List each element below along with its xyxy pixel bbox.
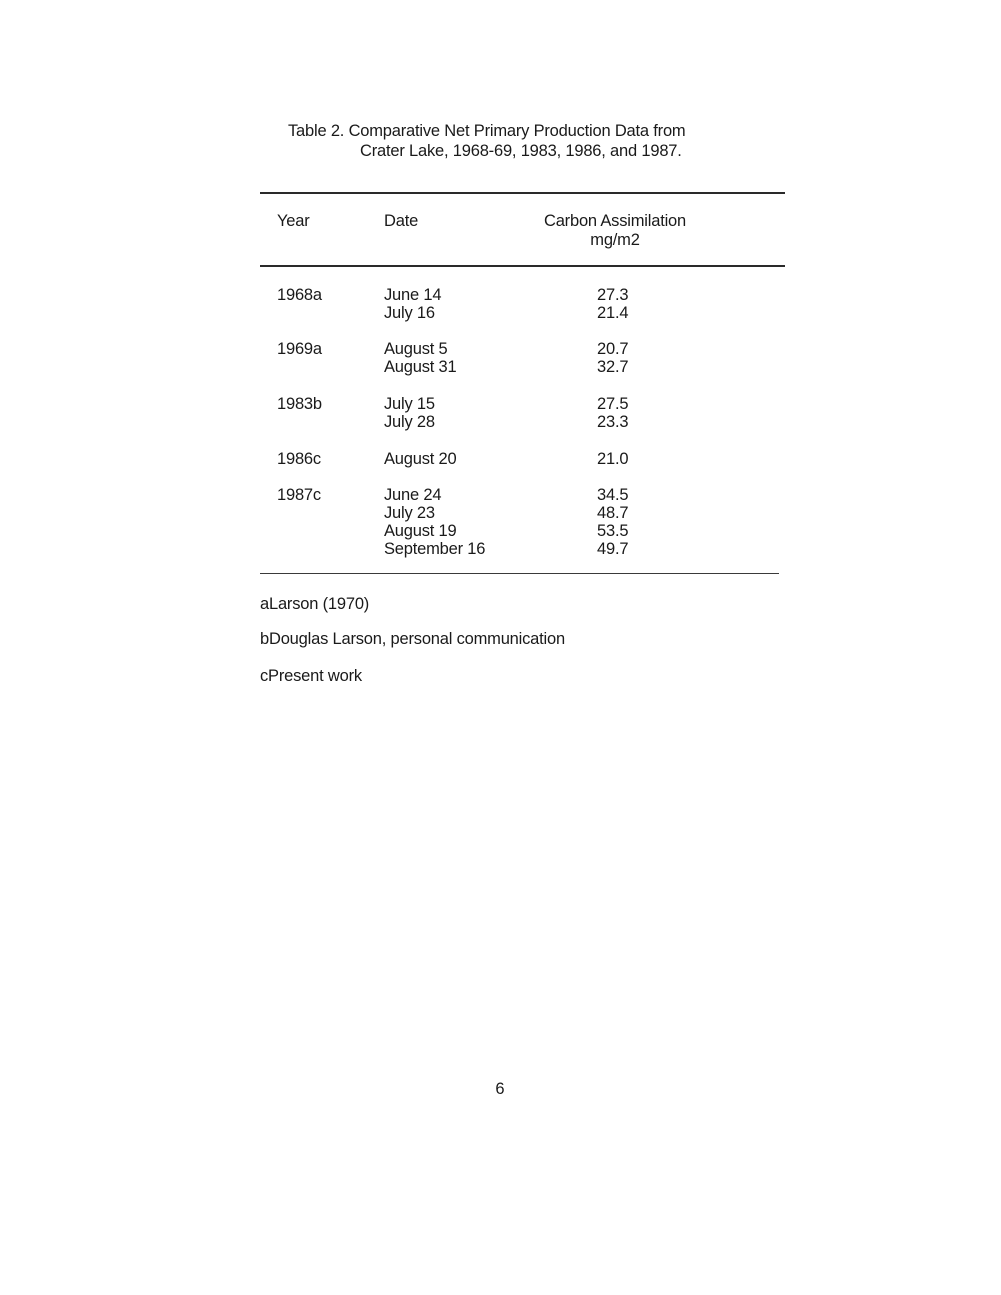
row-year: 1986c bbox=[277, 450, 321, 468]
row-value: 21.4 bbox=[597, 304, 629, 322]
row-date: August 19 bbox=[384, 522, 457, 540]
footnote-a: aLarson (1970) bbox=[260, 595, 370, 613]
row-value: 27.3 bbox=[597, 286, 629, 304]
header-year: Year bbox=[277, 212, 310, 230]
row-date: August 5 bbox=[384, 340, 448, 358]
table-caption bbox=[260, 121, 760, 161]
row-dates bbox=[384, 486, 485, 558]
row-year: 1983b bbox=[277, 395, 322, 413]
row-dates bbox=[384, 450, 457, 468]
row-date: August 31 bbox=[384, 358, 457, 376]
header-carbon-unit: mg/m2 bbox=[590, 231, 640, 249]
row-value: 32.7 bbox=[597, 358, 629, 376]
row-value: 48.7 bbox=[597, 504, 629, 522]
row-date: July 15 bbox=[384, 395, 435, 413]
row-date: June 14 bbox=[384, 286, 442, 304]
footnote-b: bDouglas Larson, personal communication bbox=[260, 630, 565, 648]
row-date: July 16 bbox=[384, 304, 435, 322]
row-values bbox=[597, 486, 628, 558]
row-year: 1968a bbox=[277, 286, 322, 304]
row-value: 53.5 bbox=[597, 522, 629, 540]
row-values bbox=[597, 340, 628, 376]
row-value: 20.7 bbox=[597, 340, 629, 358]
caption-line-2: Crater Lake, 1968-69, 1983, 1986, and 1987. bbox=[360, 142, 682, 160]
row-values bbox=[597, 395, 628, 431]
row-year: 1969a bbox=[277, 340, 322, 358]
row-value: 49.7 bbox=[597, 540, 629, 558]
row-value: 23.3 bbox=[597, 413, 629, 431]
row-date: July 28 bbox=[384, 413, 435, 431]
row-year: 1987c bbox=[277, 486, 321, 504]
row-dates bbox=[384, 395, 435, 431]
header-carbon-label: Carbon Assimilation bbox=[543, 212, 687, 230]
header-carbon-assimilation bbox=[515, 212, 715, 250]
caption-line-1: Table 2. Comparative Net Primary Production Data from bbox=[288, 122, 686, 140]
page-number: 6 bbox=[495, 1080, 505, 1098]
row-date: July 23 bbox=[384, 504, 435, 522]
row-value: 21.0 bbox=[597, 450, 629, 468]
footnote-c: cPresent work bbox=[260, 667, 362, 685]
row-date: September 16 bbox=[384, 540, 486, 558]
row-value: 34.5 bbox=[597, 486, 629, 504]
table-bottom-rule bbox=[260, 573, 779, 574]
row-date: June 24 bbox=[384, 486, 442, 504]
header-date: Date bbox=[384, 212, 419, 230]
row-date: August 20 bbox=[384, 450, 457, 468]
row-dates bbox=[384, 286, 441, 322]
row-value: 27.5 bbox=[597, 395, 629, 413]
row-dates bbox=[384, 340, 457, 376]
table-header-rule bbox=[260, 265, 785, 267]
row-values bbox=[597, 286, 628, 322]
row-values bbox=[597, 450, 628, 468]
table-top-rule bbox=[260, 192, 785, 194]
